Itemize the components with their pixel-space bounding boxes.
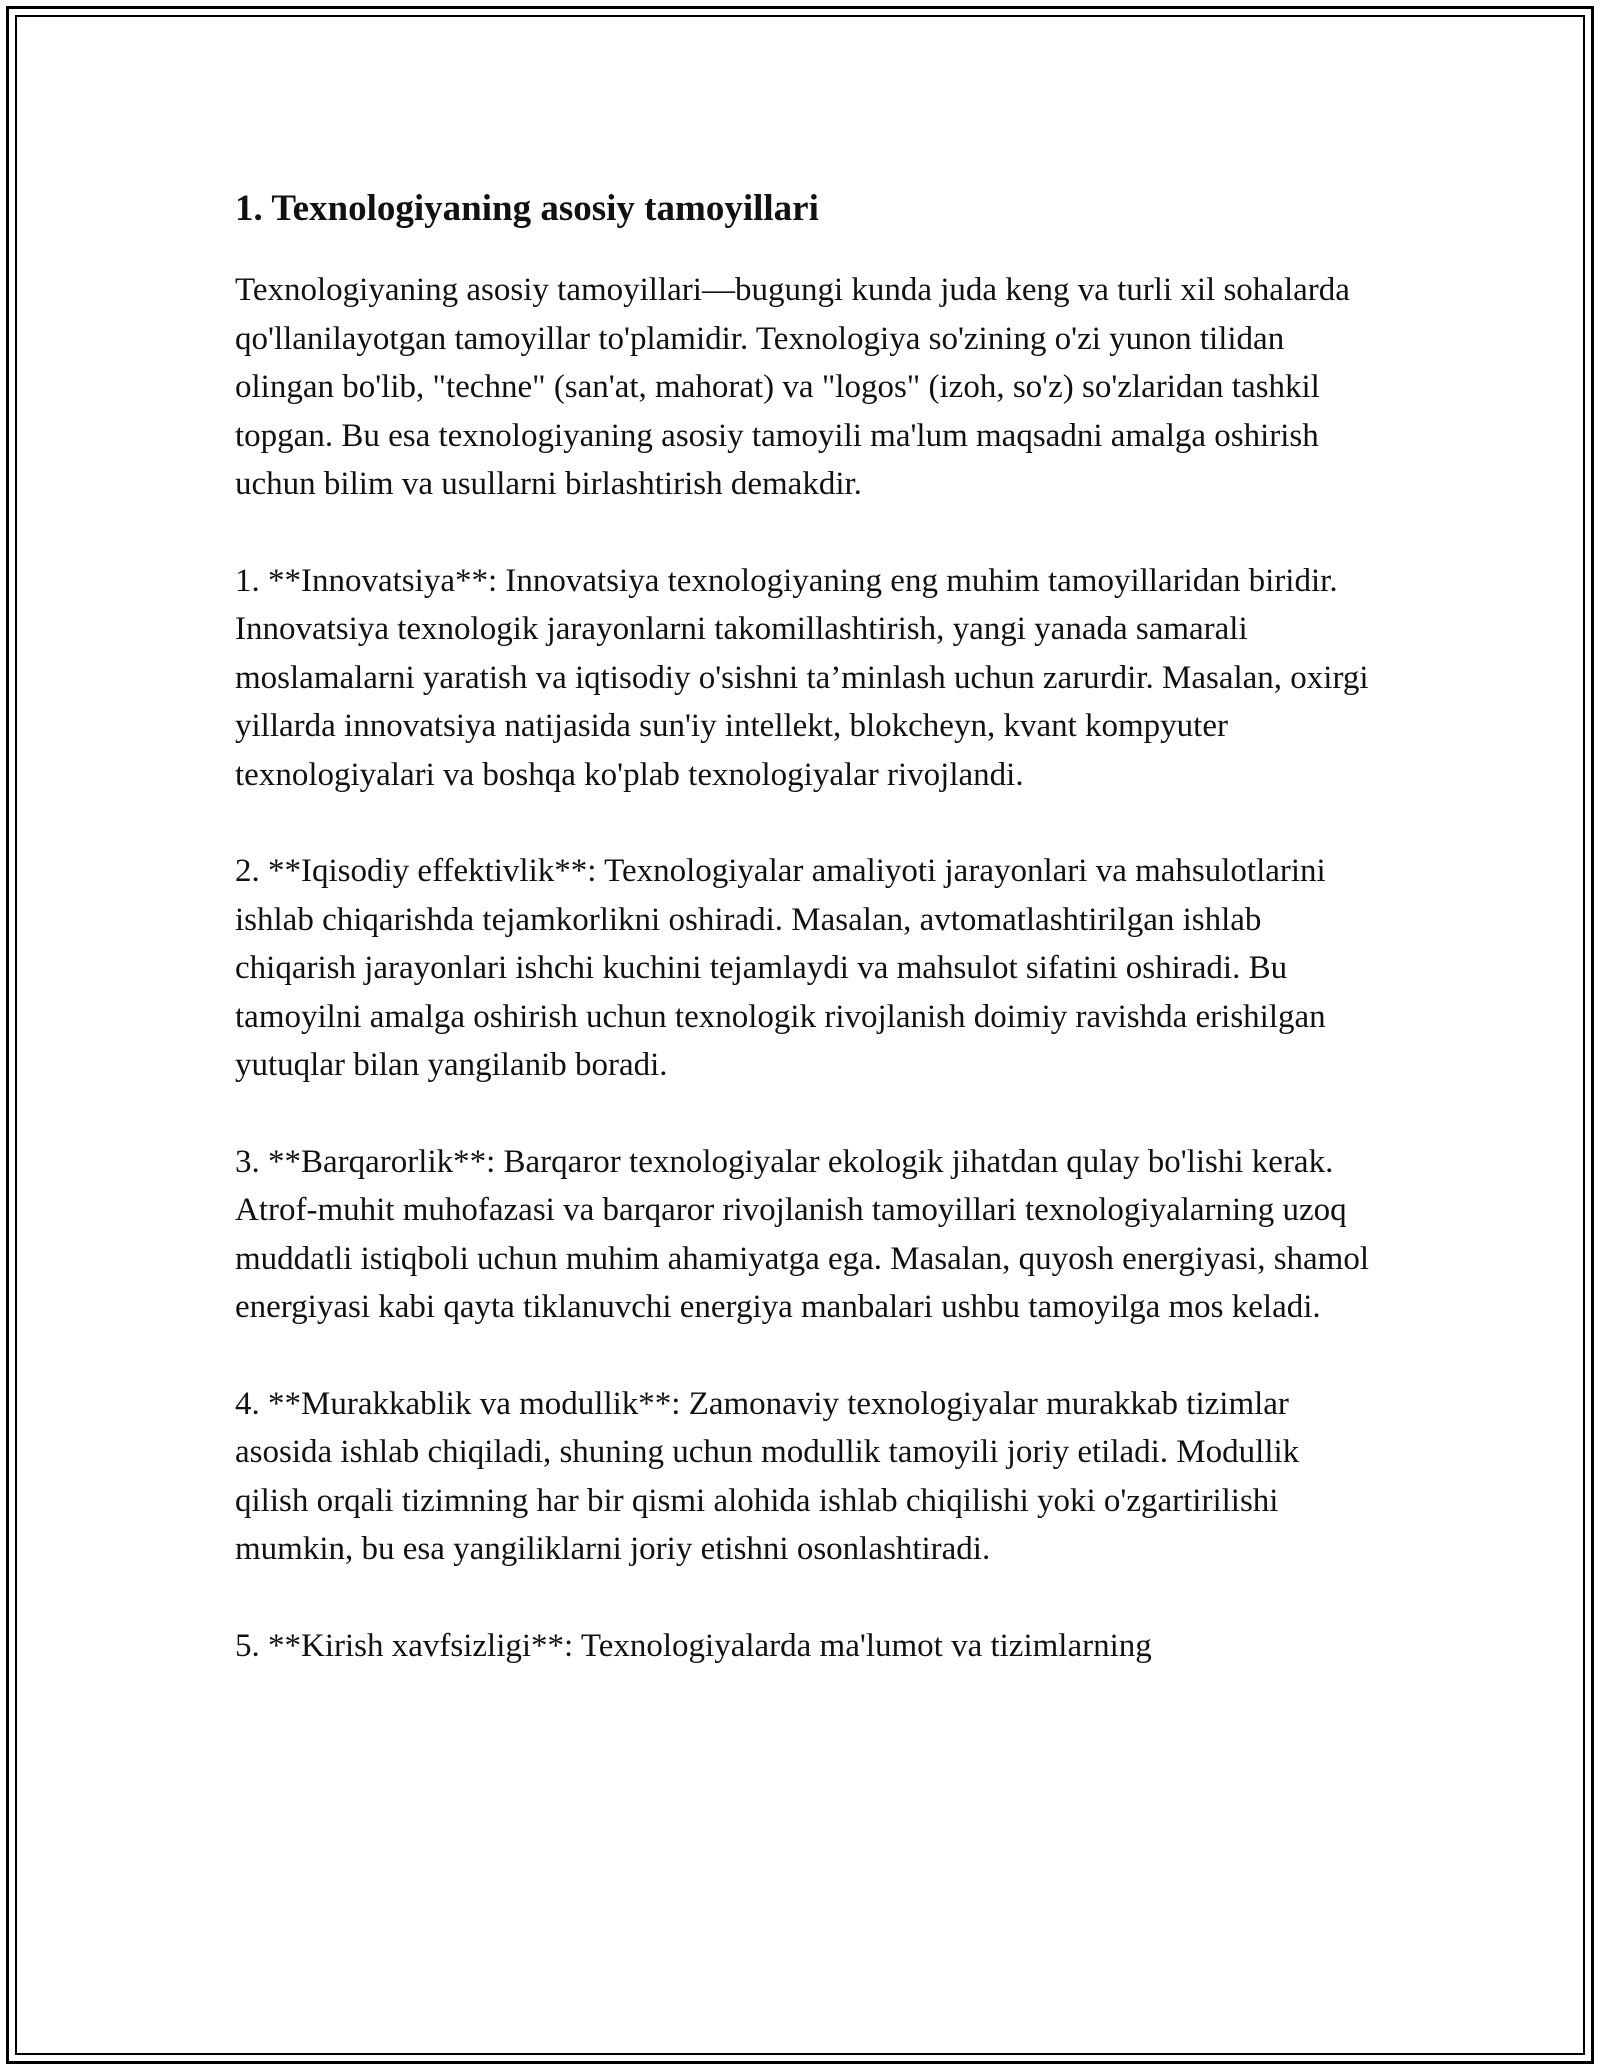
principle-complexity-modularity-paragraph: 4. **Murakkablik va modullik**: Zamonaviy texnologiyalar murakkab tizimlar asosida ishlab chiqiladi, shuning uchun modullik tamoyili joriy etiladi. Modullik qilish orqali tizimning har bir qismi alohida ishlab chiqilishi yoki o'zgartirilishi mumkin, bu esa yangiliklarni joriy etishni osonlashtiradi.: [235, 1385, 1300, 1567]
principle-sustainability-paragraph: 3. **Barqarorlik**: Barqaror texnologiyalar ekologik jihatdan qulay bo'lishi kerak. Atrof-muhit muhofazasi va barqaror rivojlanish tamoyillari texnologiyalarning uzoq muddatli istiqboli uchun muhim ahamiyatga ega. Masalan, quyosh energiyasi, shamol energiyasi kabi qayta tiklanuvchi energiya manbalari ushbu tamoyilga mos keladi.: [235, 1143, 1370, 1325]
section-heading: 1. Texnologiyaning asosiy tamoyillari: [235, 188, 819, 229]
intro-paragraph: Texnologiyaning asosiy tamoyillari—bugungi kunda juda keng va turli xil sohalarda qo'llanilayotgan tamoyillar to'plamidir. Texnologiya so'zining o'zi yunon tilidan olingan bo'lib, "techne" (san'at, mahorat) va "logos" (izoh, so'z) so'zlaridan tashkil topgan. Bu esa texnologiyaning asosiy tamoyili ma'lum maqsadni amalga oshirish uchun bilim va usullarni birlashtirish demakdir.: [235, 272, 1350, 502]
principle-access-security-paragraph: 5. **Kirish xavfsizligi**: Texnologiyalarda ma'lumot va tizimlarning: [235, 1627, 1152, 1664]
document-body: [235, 186, 1375, 1718]
principle-economic-efficiency-paragraph: 2. **Iqisodiy effektivlik**: Texnologiyalar amaliyoti jarayonlari va mahsulotlarini ishlab chiqarishda tejamkorlikni oshiradi. Masalan, avtomatlashtirilgan ishlab chiqarish jarayonlari ishchi kuchini tejamlaydi va mahsulot sifatini oshiradi. Bu tamoyilni amalga oshirish uchun texnologik rivojlanish doimiy ravishda erishilgan yutuqlar bilan yangilanib boradi.: [235, 853, 1326, 1083]
principle-innovation-paragraph: 1. **Innovatsiya**: Innovatsiya texnologiyaning eng muhim tamoyillaridan biridir. Innovatsiya texnologik jarayonlarni takomillashtirish, yangi yanada samarali moslamalarni yaratish va iqtisodiy o'sishni ta’minlash uchun zarurdir. Masalan, oxirgi yillarda innovatsiya natijasida sun'iy intellekt, blokcheyn, kvant kompyuter texnologiyalari va boshqa ko'plab texnologiyalar rivojlandi.: [235, 562, 1369, 793]
